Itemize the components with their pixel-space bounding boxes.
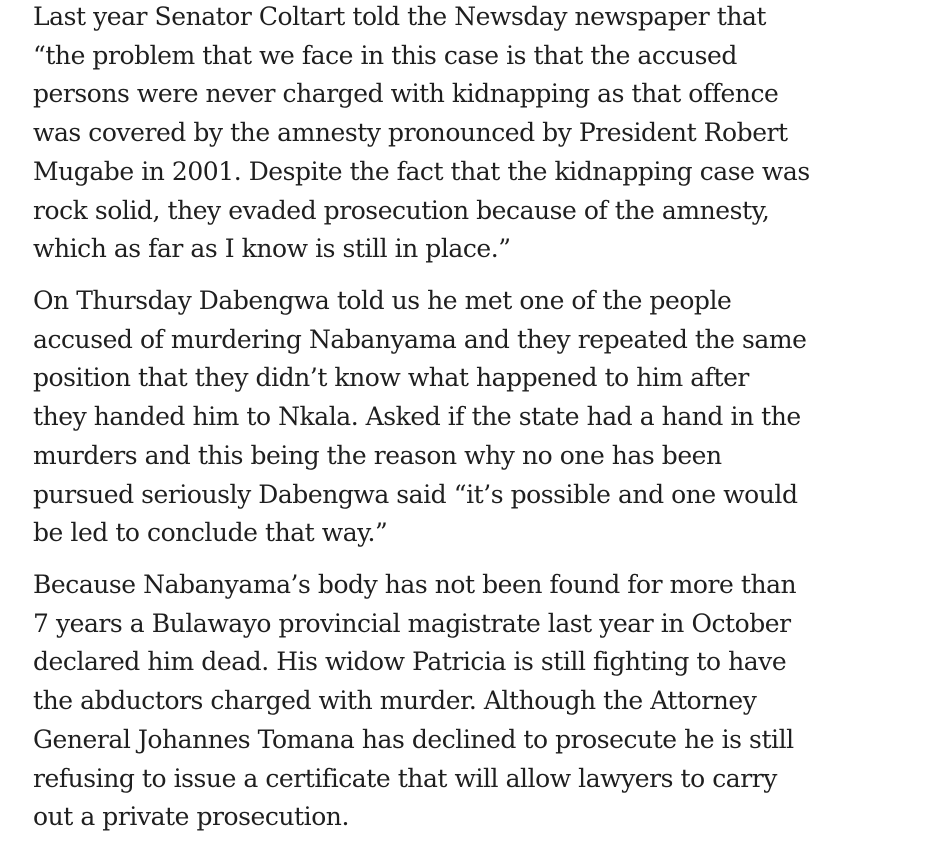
text-line: pursued seriously Dabengwa said “it’s possible and one would <box>33 479 798 509</box>
text-line: General Johannes Tomana has declined to prosecute he is still <box>33 724 794 754</box>
text-line: On Thursday Dabengwa told us he met one of the people <box>33 286 732 315</box>
text-line: be led to conclude that way.” <box>33 518 388 548</box>
text-line: refusing to issue a certificate that will allow lawyers to carry <box>33 763 777 793</box>
paragraph-dabengwa <box>33 282 806 553</box>
paragraph-nabanyama-body <box>33 566 796 837</box>
text-line: Last year Senator Coltart told the Newsday newspaper that <box>33 2 767 31</box>
text-line: murders and this being the reason why no one has been <box>33 440 722 470</box>
text-line: persons were never charged with kidnapping as that offence <box>33 79 779 109</box>
text-line: “the problem that we face in this case is that the accused <box>33 40 737 70</box>
text-line: was covered by the amnesty pronounced by President Robert <box>33 118 788 148</box>
text-line: out a private prosecution. <box>33 802 349 832</box>
text-line: Because Nabanyama’s body has not been found for more than <box>33 570 797 599</box>
text-line: they handed him to Nkala. Asked if the state had a hand in the <box>33 402 801 432</box>
text-line: which as far as I know is still in place.” <box>33 234 511 264</box>
text-line: Mugabe in 2001. Despite the fact that the kidnapping case was <box>33 156 810 186</box>
text-line: the abductors charged with murder. Although the Attorney <box>33 686 757 716</box>
text-line: position that they didn’t know what happened to him after <box>33 363 749 393</box>
text-line: 7 years a Bulawayo provincial magistrate last year in October <box>33 608 791 638</box>
paragraph-coltart-quote <box>33 0 810 269</box>
text-line: rock solid, they evaded prosecution because of the amnesty, <box>33 195 770 225</box>
text-line: declared him dead. His widow Patricia is still fighting to have <box>33 647 787 677</box>
text-line: accused of murdering Nabanyama and they repeated the same <box>33 324 807 354</box>
